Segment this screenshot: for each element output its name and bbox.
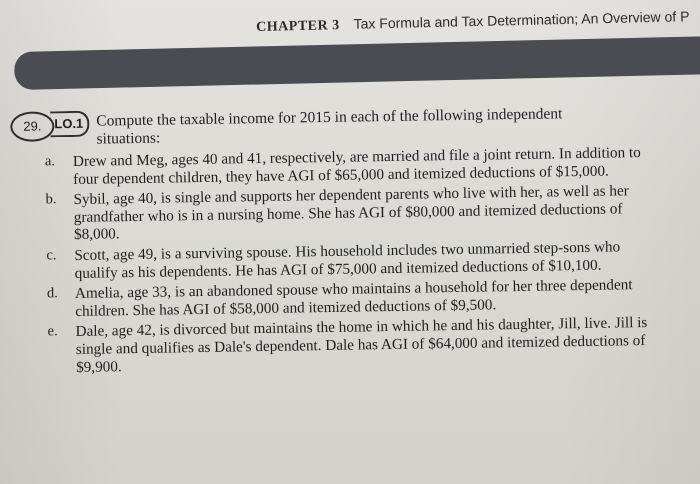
- problem-item-e: [11, 313, 700, 377]
- stem-line-2: situations:: [96, 129, 161, 148]
- chapter-title: Tax Formula and Tax Determination; An Overview of P: [353, 8, 690, 32]
- stem-line-1: Compute the taxable income for 2015 in each of the following independent: [96, 105, 563, 130]
- chapter-label: CHAPTER 3: [256, 18, 340, 35]
- item-text: Amelia, age 33, is an abandoned spouse who maintains a household for her three dependent children. She has AGI of $58,000 and itemized deductions of $9,500.: [74, 276, 633, 320]
- problem-stem: [8, 93, 698, 148]
- item-letter: e.: [47, 323, 58, 340]
- header-band: [14, 36, 700, 90]
- item-letter: d.: [46, 285, 58, 302]
- item-text: Dale, age 42, is divorced but maintains the home in which he and his daughter, Jill, live. Jill is single and qualifies as Dale's dependent. Dale has AGI of $64,000 and itemized deductions of $9,900.: [75, 314, 648, 376]
- item-letter: a.: [44, 153, 56, 170]
- item-text: Drew and Meg, ages 40 and 41, respectively, are married and file a joint return. In addition to four dependent children, they have AGI of $65,000 and itemized deductions of $15,000.: [72, 144, 641, 188]
- item-text: Sybil, age 40, is single and supports her dependent parents who live with her, as well as her grandfather who is in a nursing home. She has AGI of $80,000 and itemized deductions of $8,000.: [73, 182, 629, 244]
- item-letter: b.: [45, 191, 57, 208]
- problem-number: 29.: [10, 111, 54, 142]
- learning-objective-badge: LO.1: [50, 111, 89, 138]
- problem-item-b: [9, 181, 700, 245]
- problem-29: [8, 93, 700, 380]
- page-header: [256, 8, 700, 42]
- item-letter: c.: [46, 247, 57, 264]
- problem-stem-text: [96, 103, 686, 147]
- problem-items: [9, 143, 700, 377]
- item-text: Scott, age 49, is a surviving spouse. His household includes two unmarried step-sons who qualify as his dependents. He has AGI of $75,000 and itemized deductions of $10,100.: [74, 238, 621, 282]
